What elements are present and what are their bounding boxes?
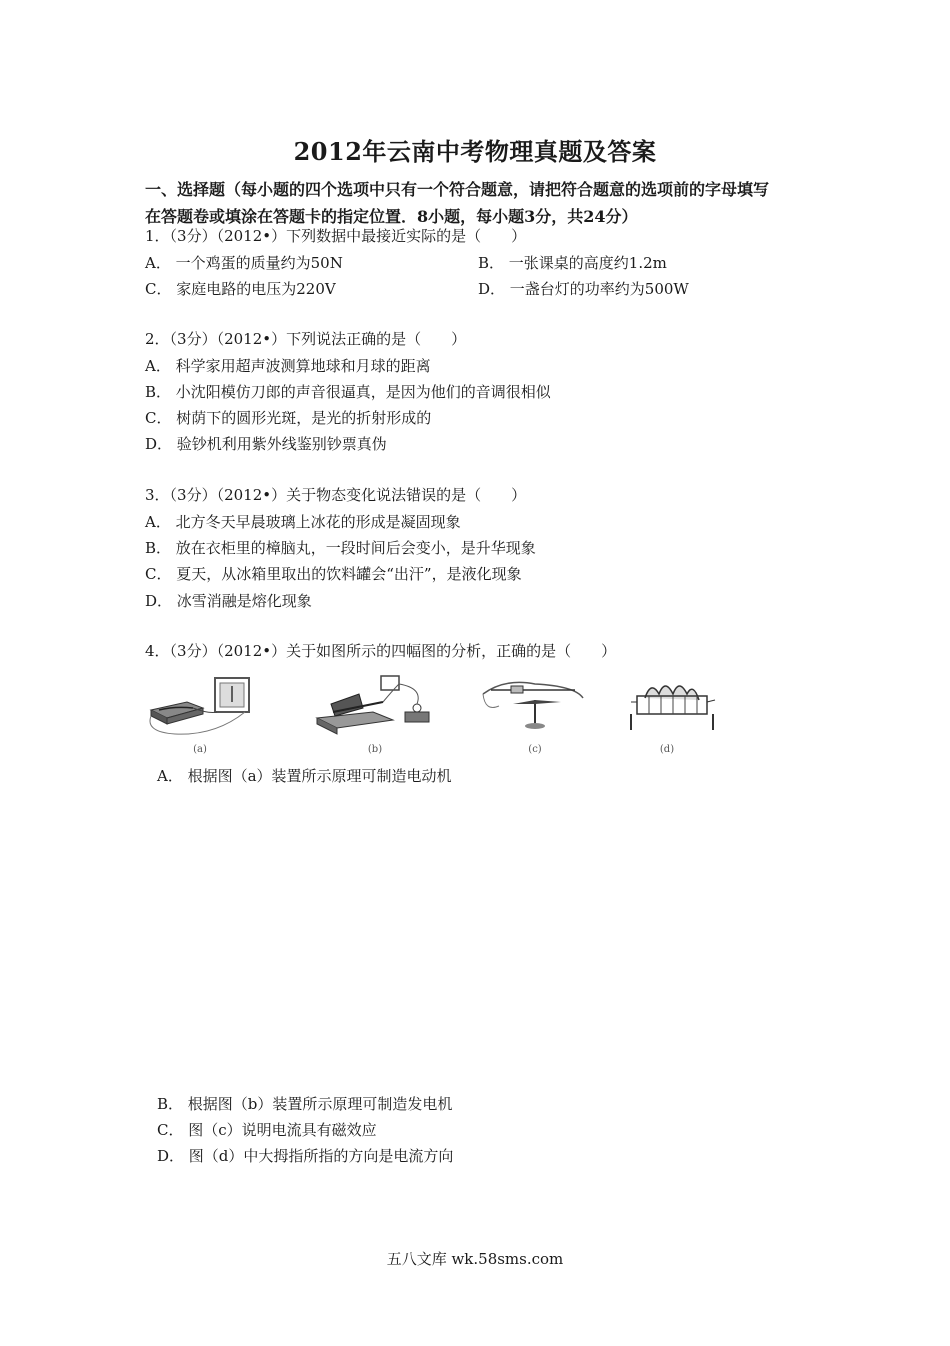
figure-b-drawing bbox=[313, 672, 438, 744]
q3-option-b: B． 放在衣柜里的樟脑丸，一段时间后会变小，是升华现象 bbox=[145, 539, 536, 557]
section-heading-line-1: 一、选择题（每小题的四个选项中只有一个符合题意，请把符合题意的选项前的字母填写 bbox=[145, 180, 770, 199]
page-title: 2012年云南中考物理真题及答案 bbox=[293, 137, 657, 166]
q1-option-a: A． 一个鸡蛋的质量约为50N bbox=[145, 254, 343, 272]
footer-watermark: 五八文库 wk.58sms.com bbox=[386, 1250, 564, 1268]
figure-d bbox=[615, 672, 725, 755]
q4-option-d: D． 图（d）中大拇指所指的方向是电流方向 bbox=[157, 1147, 454, 1165]
figure-a-caption: (a) bbox=[193, 744, 207, 755]
q2-option-d: D． 验钞机利用紫外线鉴别钞票真伪 bbox=[145, 435, 387, 453]
q2-option-b: B． 小沈阳模仿刀郎的声音很逼真，是因为他们的音调很相似 bbox=[145, 383, 551, 401]
q1-stem: 1．（3分）（2012•）下列数据中最接近实际的是（ ） bbox=[145, 227, 527, 245]
q1-option-c: C． 家庭电路的电压为220V bbox=[145, 280, 336, 298]
q3-option-d: D． 冰雪消融是熔化现象 bbox=[145, 592, 312, 610]
q3-option-c: C． 夏天，从冰箱里取出的饮料罐会“出汗”，是液化现象 bbox=[145, 565, 522, 583]
figure-c-caption: (c) bbox=[528, 744, 542, 755]
figure-c bbox=[475, 672, 595, 755]
q4-figures bbox=[145, 672, 725, 764]
figure-a-drawing bbox=[145, 672, 255, 744]
q2-stem: 2．（3分）（2012•）下列说法正确的是（ ） bbox=[145, 330, 467, 348]
q1-option-b: B． 一张课桌的高度约1.2m bbox=[478, 254, 667, 272]
q2-option-c: C． 树荫下的圆形光斑，是光的折射形成的 bbox=[145, 409, 432, 427]
q3-stem: 3．（3分）（2012•）关于物态变化说法错误的是（ ） bbox=[145, 486, 527, 504]
figure-d-caption: (d) bbox=[659, 744, 675, 755]
figure-c-drawing bbox=[475, 672, 595, 744]
figure-b-caption: (b) bbox=[367, 744, 383, 755]
figure-a bbox=[145, 672, 255, 755]
figure-d-drawing bbox=[615, 672, 725, 744]
q3-option-a: A． 北方冬天早晨玻璃上冰花的形成是凝固现象 bbox=[145, 513, 461, 531]
q2-option-a: A． 科学家用超声波测算地球和月球的距离 bbox=[145, 357, 431, 375]
section-heading-line-2: 在答题卷或填涂在答题卡的指定位置．8小题，每小题3分，共24分） bbox=[145, 207, 638, 226]
q4-stem: 4．（3分）（2012•）关于如图所示的四幅图的分析，正确的是（ ） bbox=[145, 642, 617, 660]
section-heading bbox=[145, 176, 825, 230]
figure-b bbox=[313, 672, 438, 755]
q4-option-b: B． 根据图（b）装置所示原理可制造发电机 bbox=[157, 1095, 453, 1113]
q4-option-c: C． 图（c）说明电流具有磁效应 bbox=[157, 1121, 377, 1139]
q4-option-a: A． 根据图（a）装置所示原理可制造电动机 bbox=[157, 767, 452, 785]
q1-option-d: D． 一盏台灯的功率约为500W bbox=[478, 280, 689, 298]
